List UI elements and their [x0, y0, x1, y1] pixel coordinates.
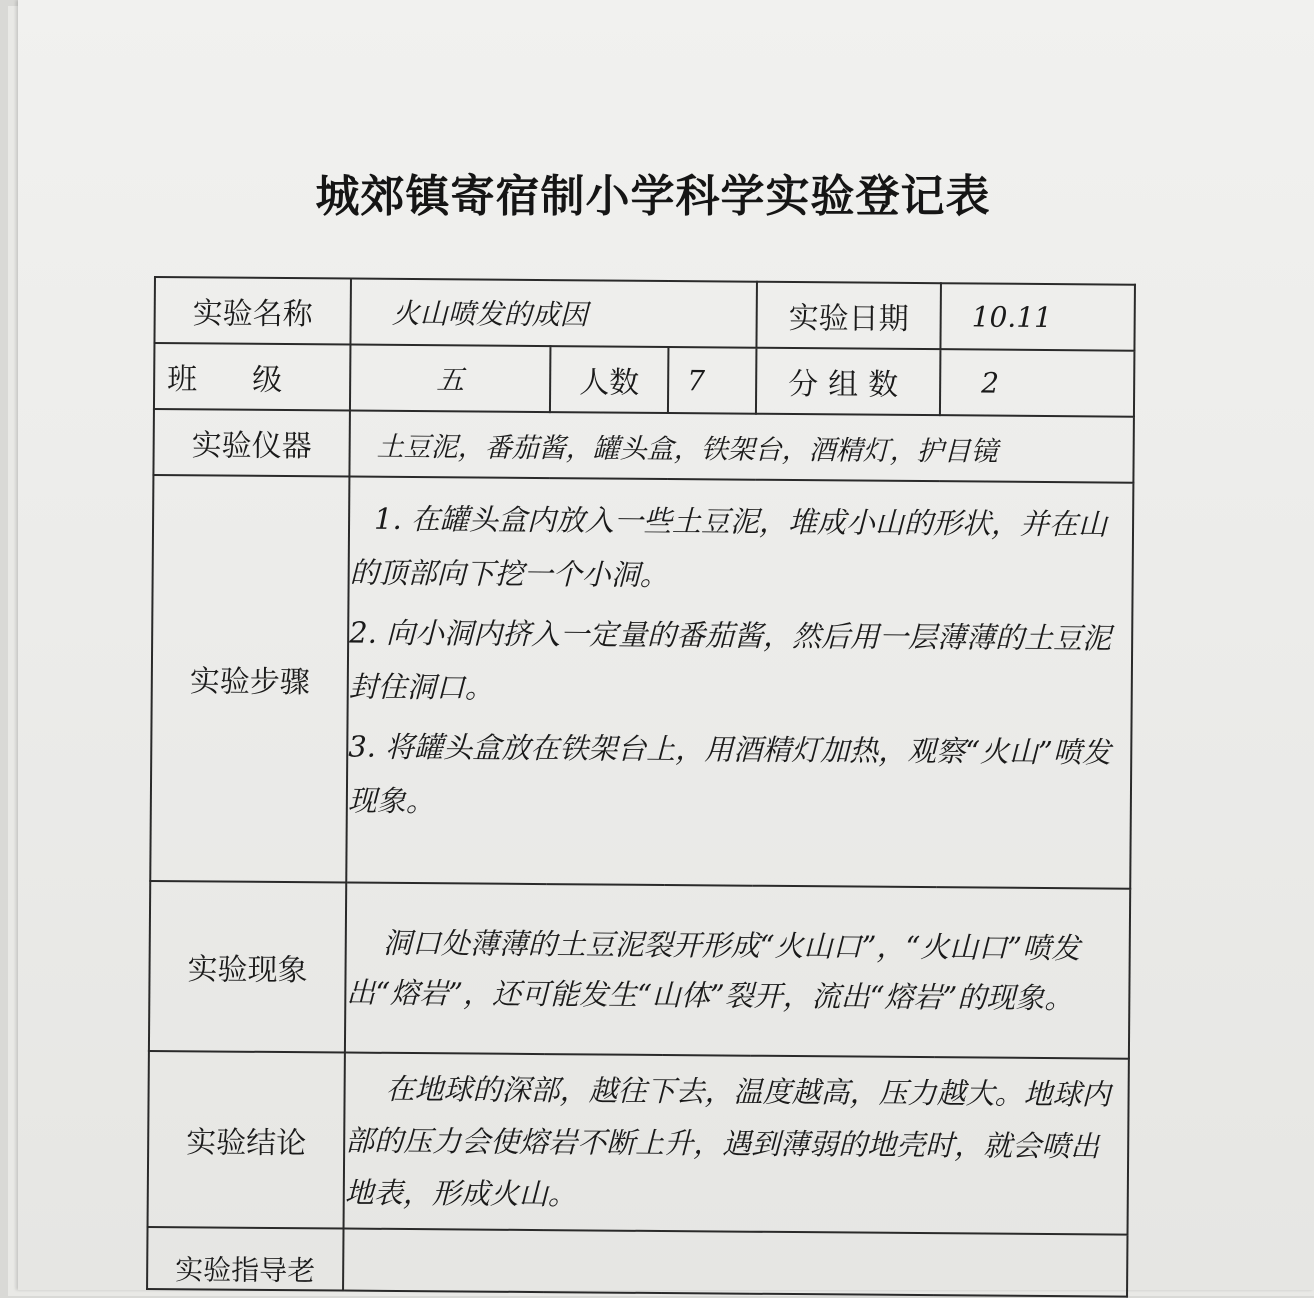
- label-phenomenon: 实验现象: [149, 881, 346, 1053]
- value-partial-row: [343, 1229, 1127, 1297]
- label-class: 班级: [154, 343, 351, 411]
- row-partial: [147, 1227, 1127, 1297]
- value-conclusion: 在地球的深部，越往下去，温度越高，压力越大。地球内部的压力会使熔岩不断上升，遇到薄弱的地壳时，就会喷出地表，形成火山。: [344, 1053, 1129, 1235]
- value-people-count: 7: [668, 347, 757, 414]
- value-class: 五: [350, 345, 551, 413]
- label-conclusion: 实验结论: [148, 1051, 345, 1229]
- row-phenomenon: [149, 881, 1130, 1059]
- row-class-people-groups: [154, 343, 1135, 417]
- value-phenomenon: 洞口处薄薄的土豆泥裂开形成“火山口”，“火山口”喷发出“熔岩”，还可能发生“山体”裂开，流出“熔岩”的现象。: [345, 883, 1130, 1059]
- experiment-registration-form: [146, 276, 1136, 1298]
- value-experiment-date: 10.11: [940, 283, 1135, 351]
- document-title: 城郊镇寄宿制小学科学实验登记表: [315, 171, 991, 222]
- label-experiment-name: 实验名称: [154, 277, 351, 345]
- label-experiment-date: 实验日期: [756, 282, 941, 349]
- step-1: 1. 在罐头盒内放入一些土豆泥，堆成小山的形状，并在山的顶部向下挖一个小洞。: [349, 501, 1108, 593]
- label-group-count: 分组数: [756, 348, 941, 415]
- value-group-count: 2: [940, 349, 1135, 417]
- step-3: 3. 将罐头盒放在铁架台上，用酒精灯加热，观察“火山”喷发现象。: [347, 729, 1111, 819]
- value-instruments: 土豆泥，番茄酱，罐头盒，铁架台，酒精灯，护目镜: [349, 411, 1134, 483]
- row-name-date: [154, 277, 1135, 351]
- label-people-count: 人数: [550, 346, 669, 413]
- row-instruments: [153, 409, 1134, 483]
- value-experiment-name: 火山喷发的成因: [350, 279, 757, 348]
- label-partial-row: 实验指导老: [147, 1227, 343, 1291]
- row-conclusion: [148, 1051, 1129, 1235]
- label-instruments: 实验仪器: [153, 409, 350, 477]
- step-2: 2. 向小洞内挤入一定量的番茄酱，然后用一层薄薄的土豆泥封住洞口。: [348, 615, 1112, 705]
- value-steps: [346, 477, 1133, 889]
- label-steps: 实验步骤: [150, 475, 349, 883]
- row-steps: [150, 475, 1133, 889]
